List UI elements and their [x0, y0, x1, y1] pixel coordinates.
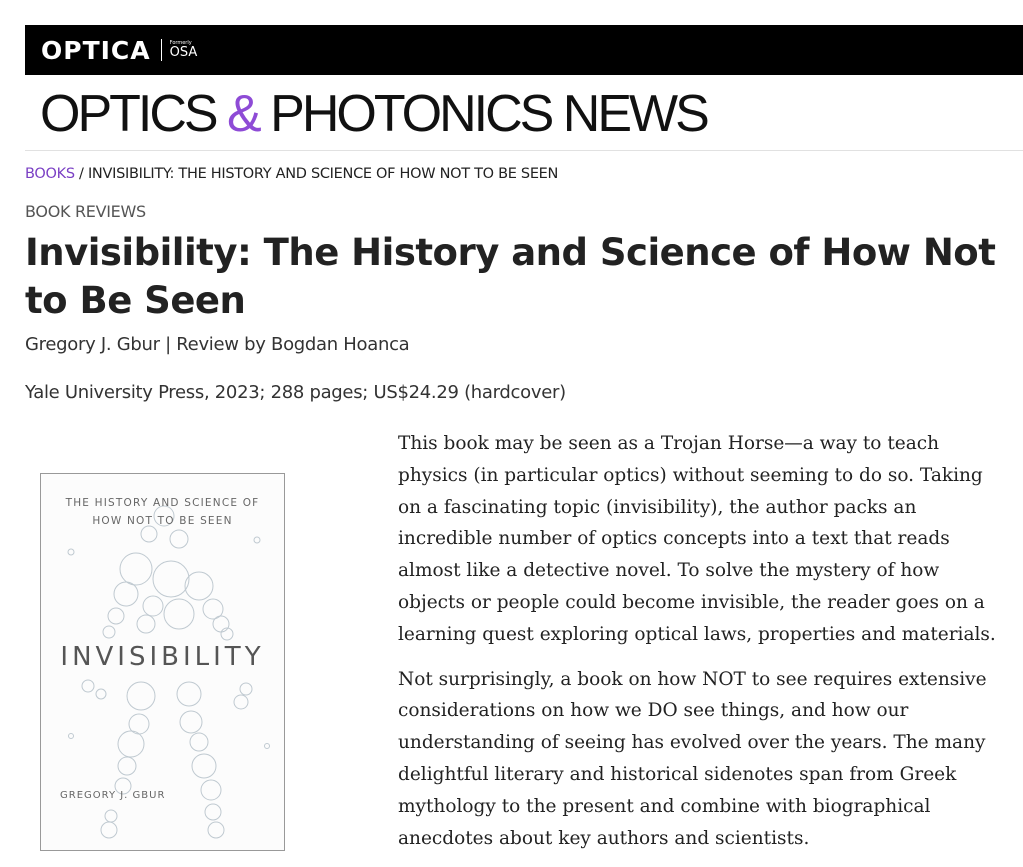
cover-title: INVISIBILITY — [60, 642, 265, 672]
cover-subtitle — [41, 494, 284, 530]
top-brand-bar — [25, 25, 1023, 75]
masthead-amp: & — [227, 85, 259, 143]
publication-info: Yale University Press, 2023; 288 pages; US$24.29 (hardcover) — [25, 382, 566, 403]
masthead-right: PHOTONICS NEWS — [270, 85, 707, 143]
formerly-osa-mark — [170, 41, 198, 59]
header-divider — [25, 150, 1023, 151]
breadcrumb-books-link[interactable]: BOOKS — [25, 166, 75, 182]
breadcrumb — [25, 166, 558, 182]
cover-author: GREGORY J. GBUR — [60, 790, 166, 801]
body-paragraph-2: Not surprisingly, a book on how NOT to see requires extensive considerations on how we DO see things, and how our understanding of seeing has evolved over the years. The many delightful literary and historical sidenotes span from Greek mythology to the present and combine with biographical anecdotes about key authors and scientists. — [398, 668, 987, 849]
cover-subtitle-line2: HOW NOT TO BE SEEN — [92, 515, 233, 527]
formerly-osa-label: OSA — [169, 45, 198, 60]
book-cover-image — [40, 473, 285, 851]
page-title: Invisibility: The History and Science of How Not to Be Seen — [25, 231, 996, 322]
masthead-left: OPTICS — [40, 85, 216, 143]
article-body — [398, 428, 1008, 867]
section-label: BOOK REVIEWS — [25, 202, 146, 221]
optica-logo[interactable]: OPTICA — [41, 35, 151, 65]
formerly-label: Formerly — [169, 40, 192, 46]
body-paragraph-1: This book may be seen as a Trojan Horse—a way to teach physics (in particular optics) without seeming to do so. Taking on a fascinating topic (invisibility), the author packs an incredible number of optics concepts into a text that reads almost like a detective novel. To solve the mystery of how objects or people could become invisible, the reader goes on a learning quest exploring optical laws, properties and materials. — [398, 433, 996, 645]
logo-divider — [161, 39, 162, 61]
breadcrumb-separator: / — [74, 166, 88, 182]
breadcrumb-current: INVISIBILITY: THE HISTORY AND SCIENCE OF HOW NOT TO BE SEEN — [87, 166, 559, 182]
masthead-logo[interactable] — [40, 84, 707, 144]
cover-subtitle-line1: THE HISTORY AND SCIENCE OF — [65, 497, 260, 509]
byline: Gregory J. Gbur | Review by Bogdan Hoanca — [25, 334, 410, 355]
